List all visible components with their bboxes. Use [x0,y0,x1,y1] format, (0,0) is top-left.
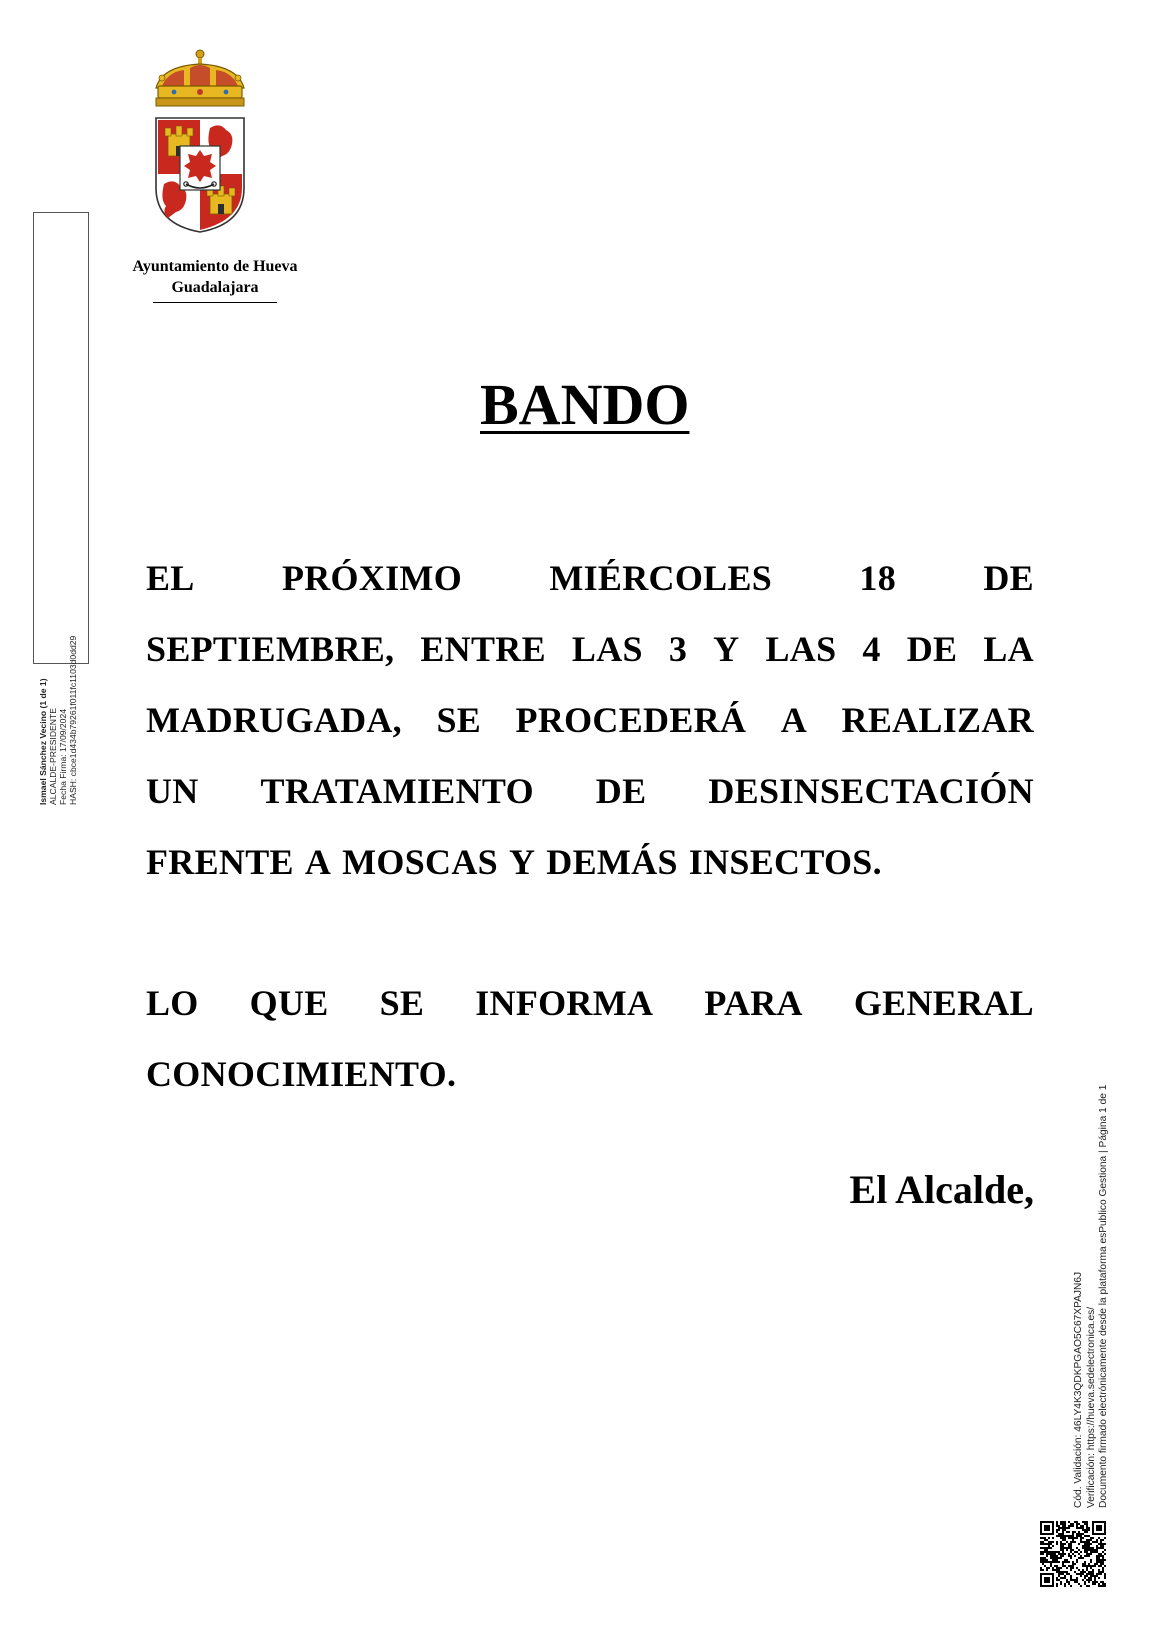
text-line [146,1039,1034,1110]
qr-code-icon [1040,1521,1106,1587]
org-underline [153,302,277,303]
org-line-2: Guadalajara [171,279,259,296]
word: DE [983,558,1034,598]
word: LO [146,983,199,1023]
word: A [304,842,332,882]
word: PRÓXIMO [281,558,463,598]
closing-signature: El Alcalde, [849,1167,1034,1212]
word: PARA [704,983,803,1023]
document-title: BANDO [480,372,690,437]
crown-icon [156,50,244,106]
word: DE [595,771,647,811]
word: INFORMA [475,983,654,1023]
word: SE [379,983,425,1023]
organization-name [118,256,312,298]
word: SE [436,700,482,740]
text-line [146,968,1034,1039]
word: DESINSECTACIÓN [708,771,1034,811]
word: GENERAL [853,983,1034,1023]
word: SEPTIEMBRE, [146,629,395,669]
word: A [780,700,808,740]
signature-stamp [33,212,89,805]
word: INSECTOS. [688,842,882,882]
word: REALIZAR [841,700,1034,740]
verification-footer [1073,1085,1111,1508]
word: MOSCAS [342,842,498,882]
signer-role: ALCALDE-PRESIDENTE [48,708,58,805]
text-line [146,685,1034,756]
word: DE [906,629,958,669]
signature-date: Fecha Firma: 17/09/2024 [58,708,68,805]
text-line [146,614,1034,685]
verification-url[interactable]: Verificación: https://hueva.sedelectronica.es/ [1085,1306,1097,1508]
coat-of-arms [148,48,258,238]
announcement-paragraph [146,543,1034,898]
information-paragraph [146,968,1034,1110]
signer-name: Ismael Sánchez Vecino (1 de 1) [38,678,48,805]
word: FRENTE [146,842,294,882]
word: LA [983,629,1034,669]
word: DEMÁS [546,842,678,882]
text-line [146,827,1034,898]
shield-icon [156,118,244,232]
word: EL [146,558,195,598]
word: CONOCIMIENTO. [146,1054,457,1094]
validation-code: Cód. Validación: 46LY4K3QDKPGAO5C67XPAJN6J [1073,1271,1084,1508]
signature-stamp-text [38,505,78,805]
word: PROCEDERÁ [515,700,747,740]
word: QUE [249,983,329,1023]
word: Y [713,629,740,669]
word: 3 [668,629,688,669]
word: LAS [571,629,643,669]
word: MADRUGADA, [146,700,402,740]
word: 18 [859,558,897,598]
text-line [146,756,1034,827]
word: ENTRE [420,629,546,669]
signature-hash: HASH: cbce1d434b79261f011fc1103d0dd29 [68,635,78,805]
org-line-1: Ayuntamiento de Hueva [132,258,298,275]
word: Y [508,842,536,882]
word: 4 [862,629,881,669]
word: MIÉRCOLES [549,558,773,598]
word: LAS [765,629,837,669]
word: TRATAMIENTO [260,771,534,811]
word: UN [146,771,199,811]
text-line [146,543,1034,614]
electronic-signature-note: Documento firmado electrónicamente desde la plataforma esPublico Gestiona | Página 1 de 1 [1098,1084,1109,1508]
